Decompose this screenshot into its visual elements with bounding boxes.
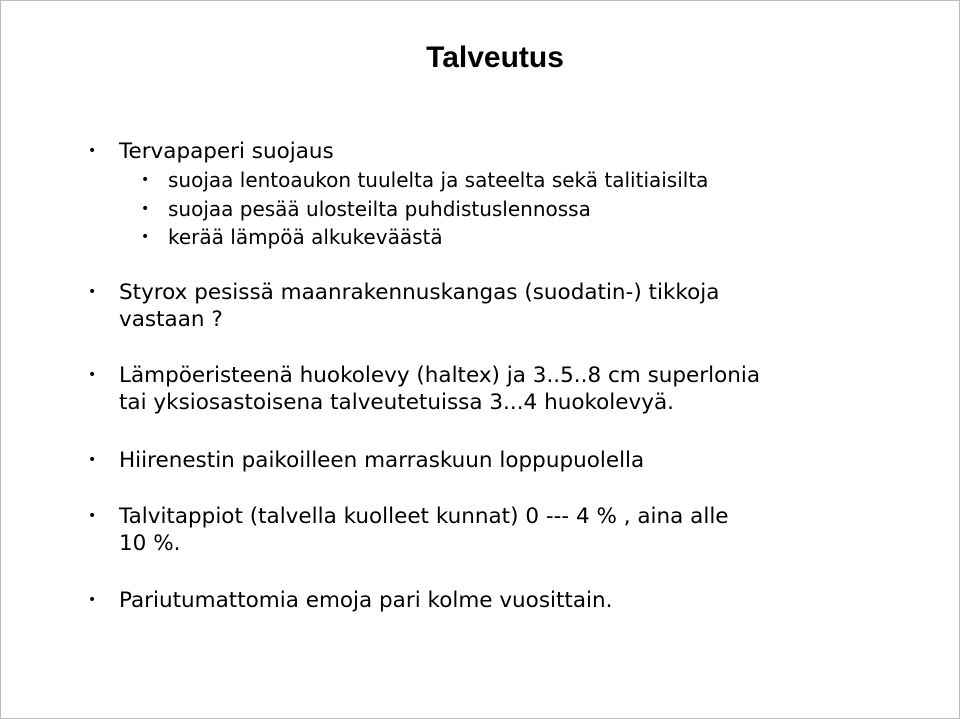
bullet-icon: • [88, 367, 97, 383]
bullet-text-continued: 10 %. [119, 531, 181, 556]
bullet-text: kerää lämpöä alkukeväästä [168, 225, 443, 249]
bullet-icon: • [88, 508, 97, 524]
bullet-icon: • [88, 143, 97, 159]
bullet-icon: • [141, 229, 150, 245]
bullet-icon: • [88, 592, 97, 608]
sub-bullet-item [141, 195, 591, 224]
bullet-item [88, 138, 334, 165]
bullet-item [88, 362, 761, 416]
bullet-text: suojaa lentoaukon tuulelta ja sateelta sekä talitiaisilta [168, 168, 709, 192]
bullet-item [88, 279, 720, 333]
bullet-text: Hiirenestin paikoilleen marraskuun loppupuolella [119, 448, 645, 473]
slide-title: Talveutus [426, 41, 564, 74]
bullet-text-continued: tai yksiosastoisena talveutetuissa 3...4 huokolevyä. [119, 390, 674, 415]
bullet-text: Talvitappiot (talvella kuolleet kunnat) 0 --- 4 % , aina alle [119, 504, 729, 529]
bullet-text: suojaa pesää ulosteilta puhdistuslennossa [168, 197, 591, 221]
bullet-icon: • [88, 284, 97, 300]
bullet-text: Styrox pesissä maanrakennuskangas (suodatin-) tikkoja [119, 280, 720, 305]
bullet-icon: • [141, 201, 150, 217]
bullet-item [88, 447, 645, 474]
bullet-text-continued: vastaan ? [119, 307, 223, 332]
bullet-text: Tervapaperi suojaus [119, 139, 334, 164]
sub-bullet-item [141, 166, 709, 195]
bullet-icon: • [141, 172, 150, 188]
bullet-text: Lämpöeristeenä huokolevy (haltex) ja 3..5..8 cm superlonia [119, 363, 761, 388]
sub-bullet-item [141, 223, 443, 252]
bullet-item [88, 587, 613, 614]
bullet-icon: • [88, 452, 97, 468]
bullet-item [88, 503, 729, 557]
bullet-text: Pariutumattomia emoja pari kolme vuosittain. [119, 588, 613, 613]
